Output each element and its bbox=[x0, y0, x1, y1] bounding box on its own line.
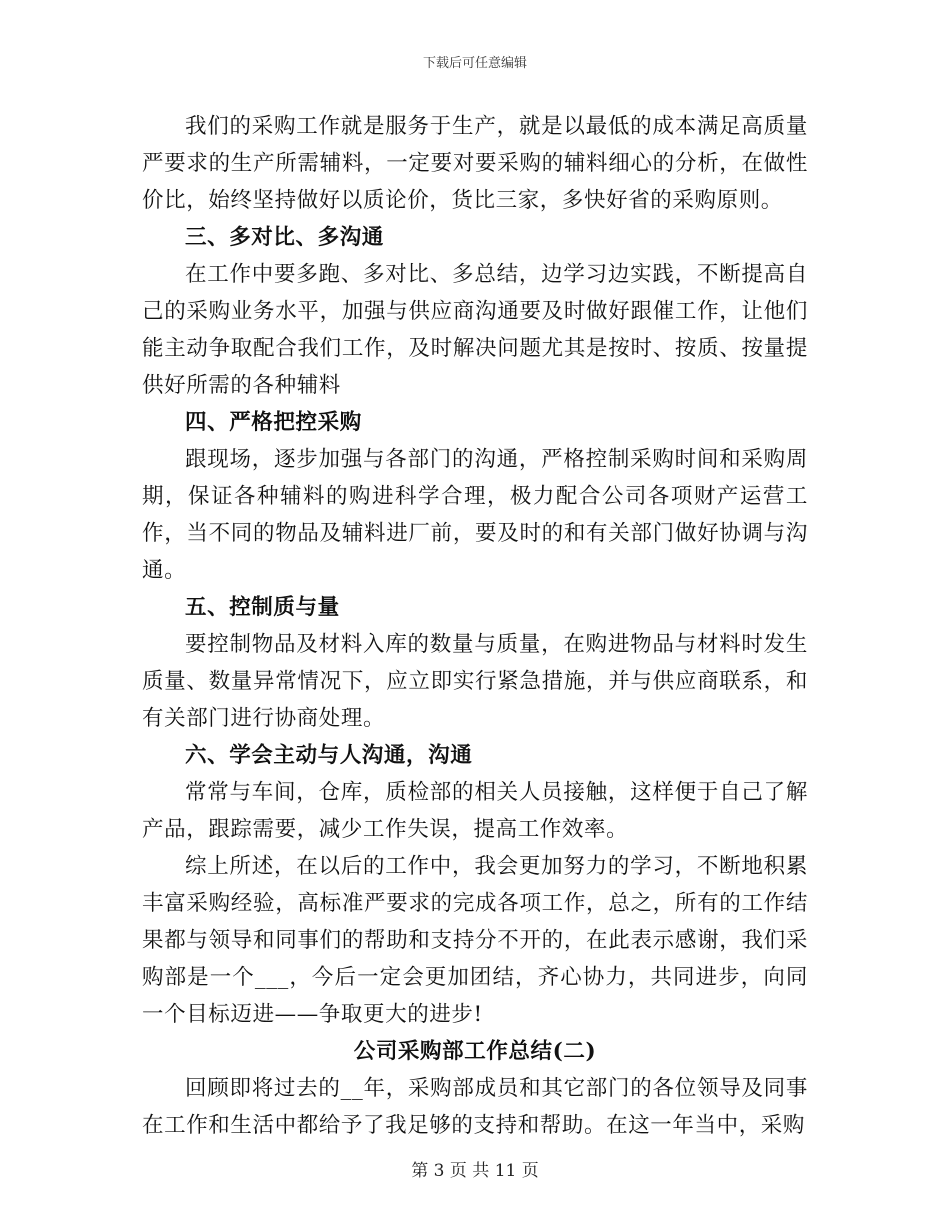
heading-section-5: 五、控制质与量 bbox=[185, 595, 340, 620]
document-body bbox=[142, 108, 808, 1144]
paragraph-procurement-principle: 我们的采购工作就是服务于生产，就是以最低的成本满足高质量严要求的生产所需辅料，一定要对要采购的辅料细心的分析，在做性价比，始终坚持做好以质论价，货比三家，多快好省的采购原则。 bbox=[142, 114, 808, 213]
paragraph-section-6: 常常与车间，仓库，质检部的相关人员接触，这样便于自己了解产品，跟踪需要，减少工作失误，提高工作效率。 bbox=[142, 780, 808, 842]
section-title: 公司采购部工作总结(二) bbox=[353, 1039, 597, 1064]
page-header-note: 下载后可任意编辑 bbox=[422, 56, 527, 71]
heading-section-4: 四、严格把控采购 bbox=[185, 410, 362, 435]
paragraph-summary: 综上所述，在以后的工作中，我会更加努力的学习，不断地积累丰富采购经验，高标准严要求的完成各项工作，总之，所有的工作结果都与领导和同事们的帮助和支持分不开的，在此表示感谢，我们采购部是一个___，今后一定会更加团结，齐心协力，共同进步，向同一个目标迈进——争取更大的进步! bbox=[142, 854, 808, 1027]
page-number: 第 3 页 共 11 页 bbox=[411, 1161, 539, 1181]
paragraph-section-4: 跟现场，逐步加强与各部门的沟通，严格控制采购时间和采购周期，保证各种辅料的购进科学合理，极力配合公司各项财产运营工作，当不同的物品及辅料进厂前，要及时的和有关部门做好协调与沟通。 bbox=[142, 447, 808, 583]
heading-section-6: 六、学会主动与人沟通，沟通 bbox=[185, 743, 473, 768]
paragraph-section-3: 在工作中要多跑、多对比、多总结，边学习边实践，不断提高自己的采购业务水平，加强与供应商沟通要及时做好跟催工作，让他们能主动争取配合我们工作，及时解决问题尤其是按时、按质、按量提供好所需的各种辅料 bbox=[142, 262, 808, 398]
heading-section-3: 三、多对比、多沟通 bbox=[185, 225, 384, 250]
paragraph-section-5: 要控制物品及材料入库的数量与质量，在购进物品与材料时发生质量、数量异常情况下，应立即实行紧急措施，并与供应商联系，和有关部门进行协商处理。 bbox=[142, 632, 808, 731]
paragraph-review: 回顾即将过去的__年，采购部成员和其它部门的各位领导及同事在工作和生活中都给予了我足够的支持和帮助。在这一年当中，采购 bbox=[142, 1076, 808, 1138]
